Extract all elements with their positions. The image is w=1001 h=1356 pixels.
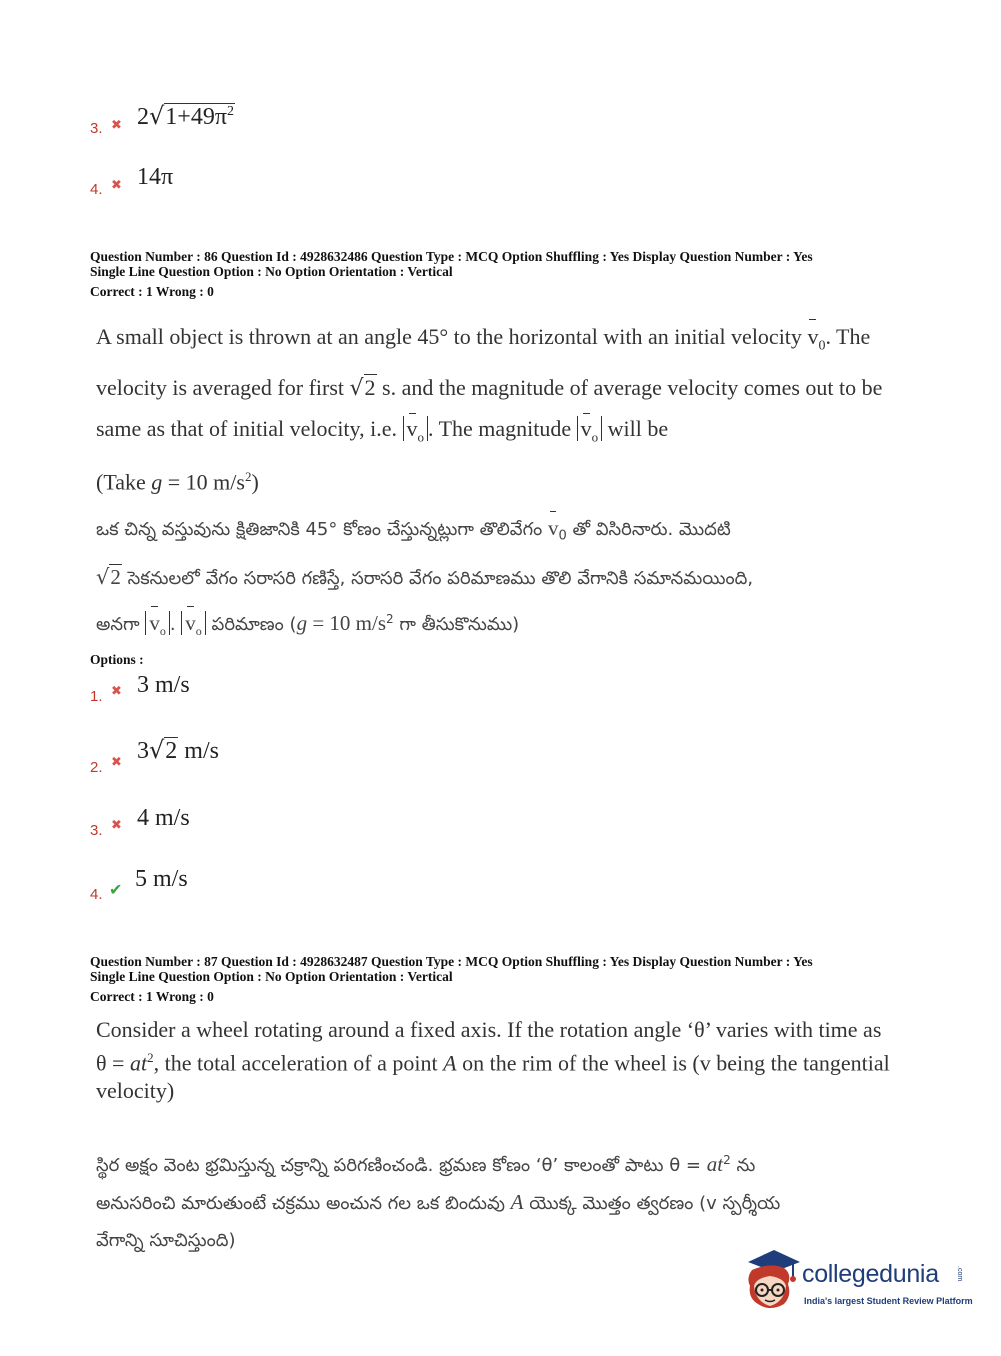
option-number: 1. (90, 688, 103, 705)
option-text: 5 m/s (135, 866, 188, 892)
option-text: 4 m/s (137, 805, 190, 831)
question-text-telugu: ఒక చిన్న వస్తువును క్షితిజానికి 45° కోణం చేస్తున్నట్లుగా తొలివేగం $v_0$ తో విసిరినారు. మొదటి √2 సెకనులలో వేగం సరాసరి గణిస్తే, సరాసరి వేగం పరిమాణము తొలి వేగానికి సమానమయింది, అనగా $v_o$ . $v_o$ పరిమాణం (g = 10 $m/s^2$ గా తీసుకొనుము) (96, 508, 906, 651)
question-text-english: A small object is thrown at an angle 45° to the horizontal with an initial velocity $v_0$. The velocity is averaged for first √2 s. and the magnitude of average velocity comes out to be same as that of initial velocity, i.e. $v_o$ . The magnitude $v_o$ will be (Take g = 10 $m/s^2$) (96, 316, 906, 502)
question-meta: Question Number : 87 Question Id : 4928632487 Question Type : MCQ Option Shuffling : Yes Display Question Number : Yes Single Line Question Option : No Option Orientation : Vertical Correct : 1 Wrong : 0 (90, 954, 813, 1004)
brand-logo[interactable] (740, 1248, 973, 1320)
wrong-mark-icon: ✖ (111, 118, 122, 133)
brand-tagline: India's largest Student Review Platform (804, 1296, 973, 1306)
option-text: 3 m/s (137, 672, 190, 698)
option-text: 3√2 m/s (137, 736, 219, 764)
question-text-telugu: స్థిర అక్షం వెంట భ్రమిస్తున్న చక్రాన్ని పరిగణించండి. భ్రమణ కోణం ‘θ’ కాలంతో పాటు $\theta = at^2$ ను అనుసరించి మారుతుంటే చక్రము అంచున గల ఒక బిందువు A యొక్క మొత్తం త్వరణం (v స్పర్శీయ వేగాన్ని సూచిస్తుంది) (96, 1152, 781, 1251)
question-meta: Question Number : 86 Question Id : 4928632486 Question Type : MCQ Option Shuffling : Yes Display Question Number : Yes Single Line Question Option : No Option Orientation : Vertical Correct : 1 Wrong : 0 (90, 249, 813, 299)
option-text: $2√1+49\pi^2$ (137, 102, 234, 130)
option-number: 3. (90, 120, 103, 137)
option-number: 4. (90, 181, 103, 198)
options-label: Options : (90, 652, 144, 667)
option-number: 4. (90, 886, 103, 903)
option-number: 2. (90, 759, 103, 776)
option-number: 3. (90, 822, 103, 839)
graduate-mascot-icon (740, 1248, 802, 1314)
wrong-mark-icon: ✖ (111, 684, 122, 699)
wrong-mark-icon: ✖ (111, 178, 122, 193)
brand-name: collegedunia (802, 1260, 939, 1288)
brand-tld: .com (956, 1266, 963, 1282)
question-text-english: Consider a wheel rotating around a fixed axis. If the rotation angle ‘θ’ varies with time as $\theta = at^2$, the total acceleration of a point A on the rim of the wheel is (v being the tangential velocity) (96, 1017, 890, 1104)
wrong-mark-icon: ✖ (111, 818, 122, 833)
wrong-mark-icon: ✖ (111, 755, 122, 770)
option-text: 14π (137, 164, 174, 190)
correct-check-icon: ✔ (109, 880, 123, 899)
